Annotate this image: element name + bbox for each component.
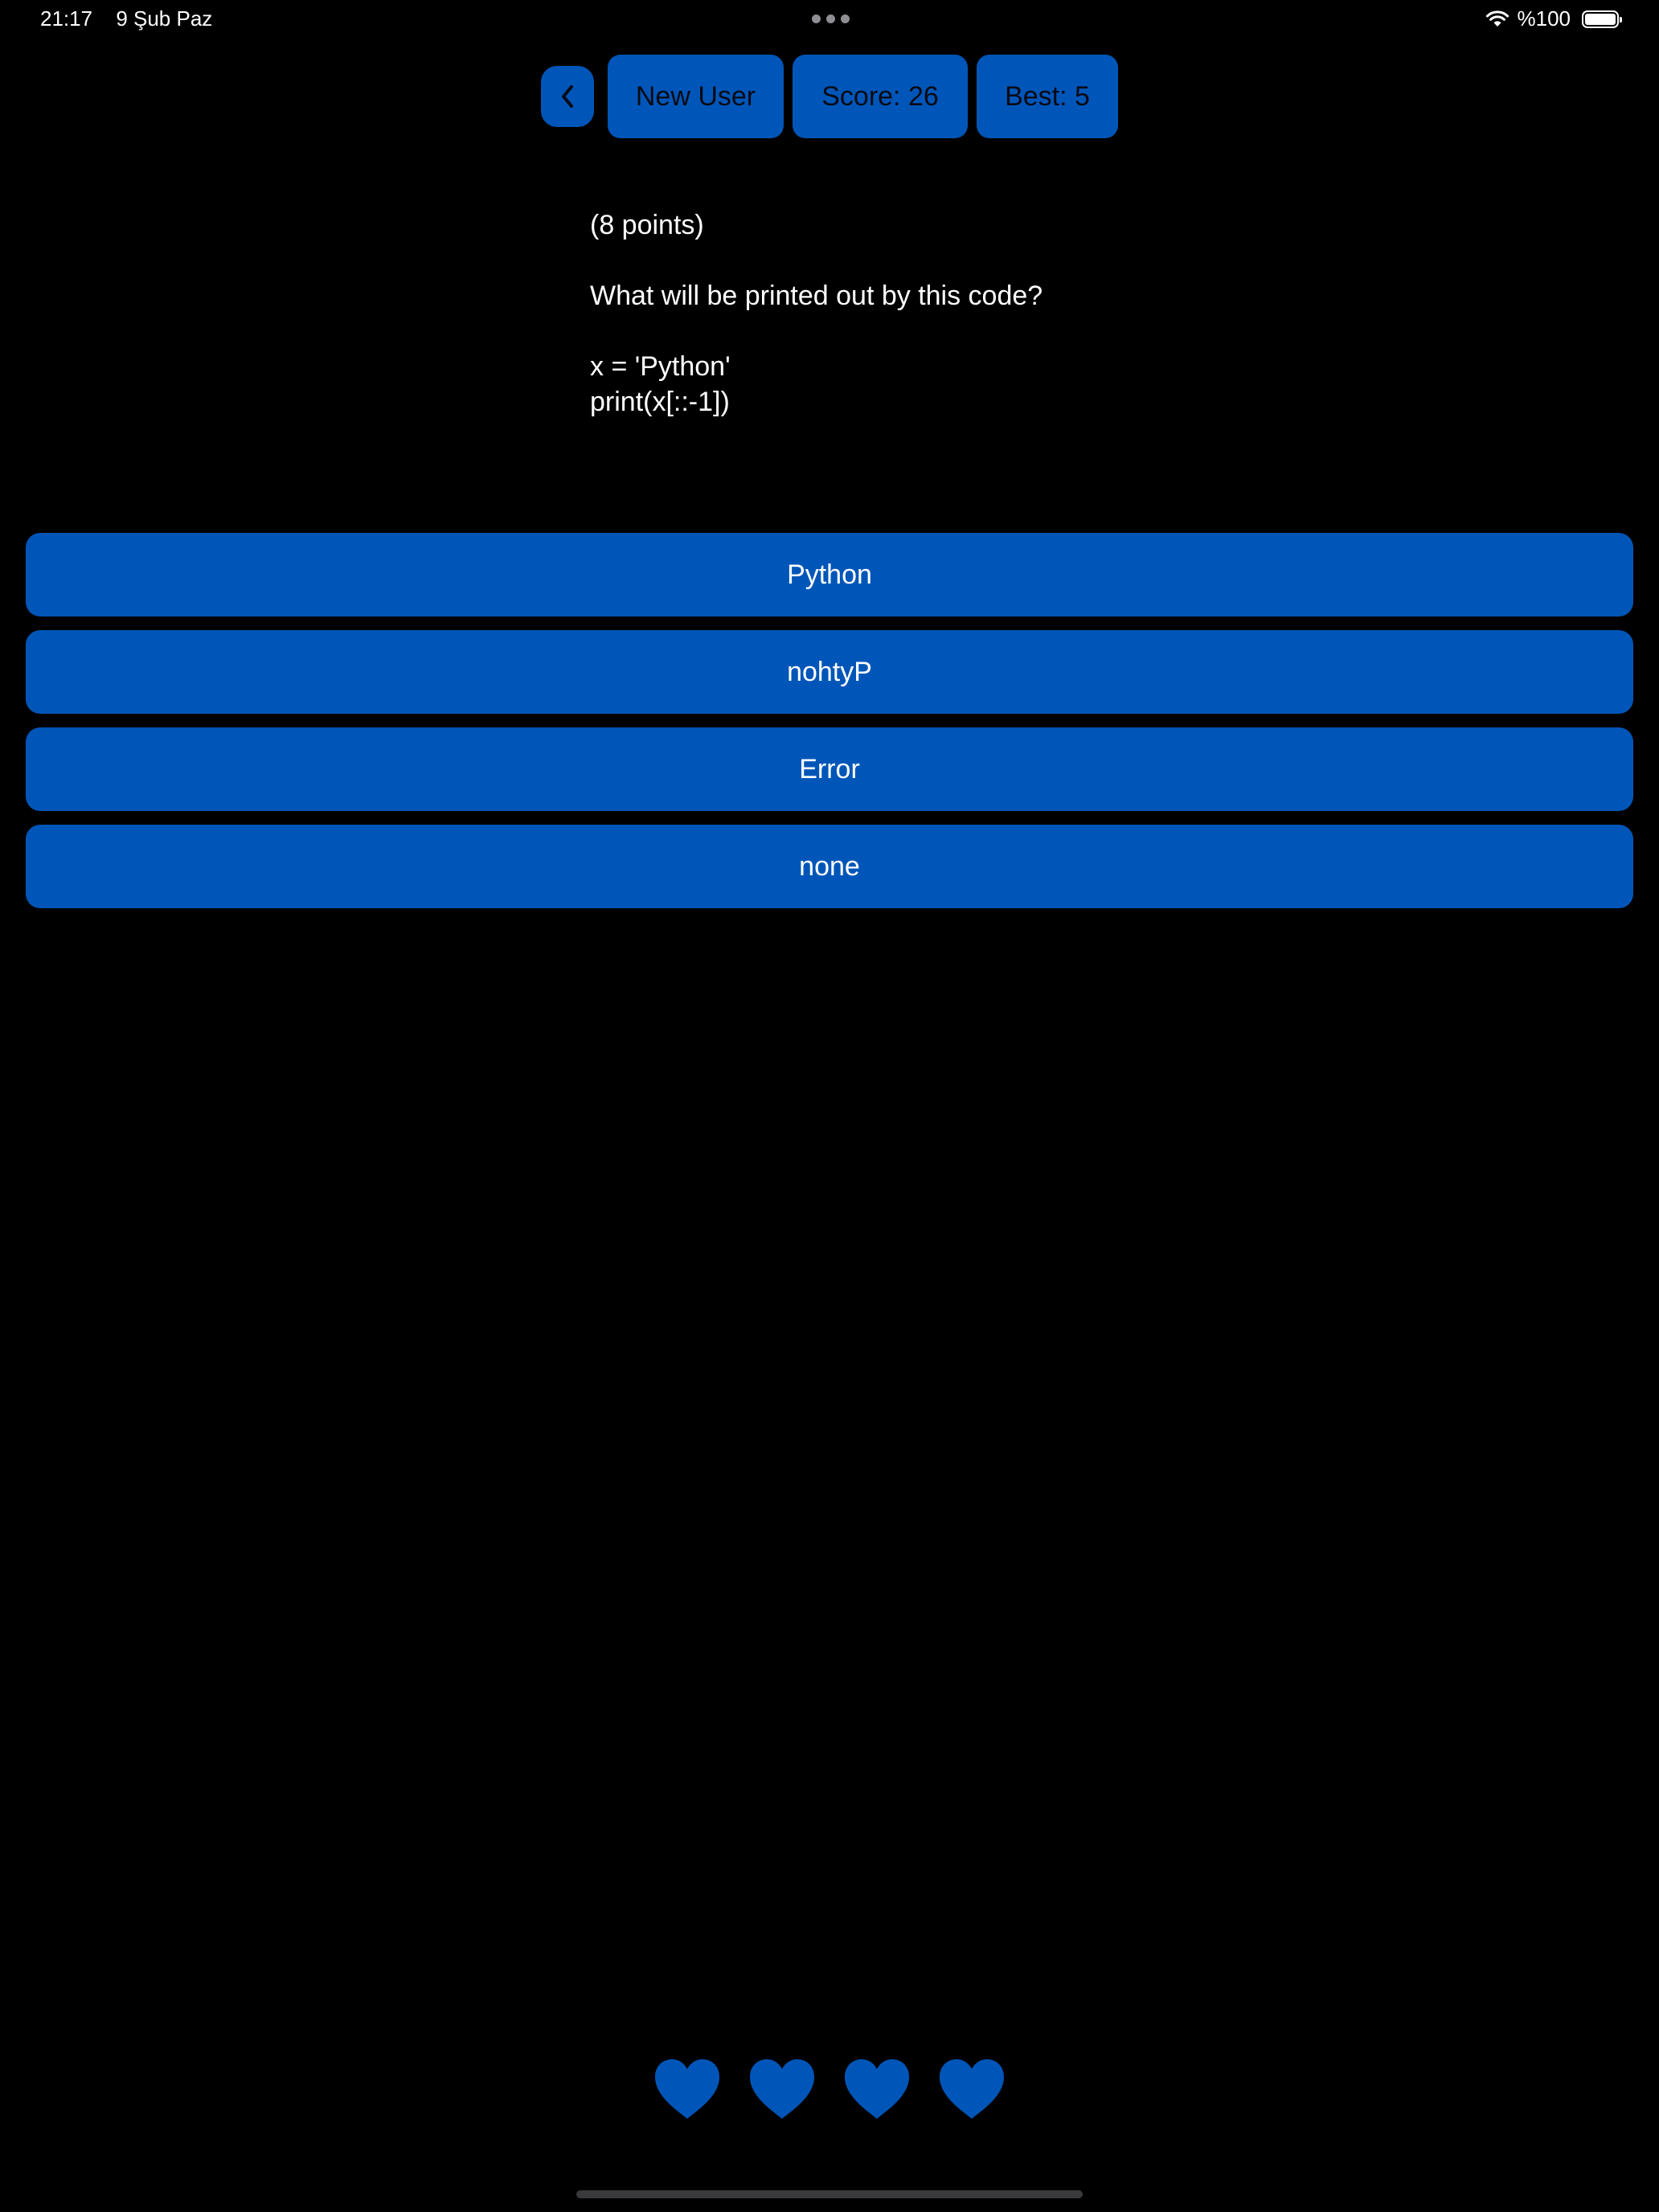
multitasking-dots[interactable]: [812, 14, 850, 23]
home-indicator[interactable]: [576, 2190, 1083, 2198]
best-score-badge[interactable]: Best: 5: [977, 55, 1118, 138]
battery-percent: %100: [1517, 6, 1571, 31]
status-bar-right: [1485, 6, 1620, 31]
dot: [826, 14, 835, 23]
battery-icon: [1582, 10, 1619, 28]
code-line: print(x[::-1]): [590, 387, 730, 417]
chevron-left-icon: [557, 83, 578, 110]
heart-icon: [843, 2058, 911, 2120]
heart-icon: [748, 2058, 816, 2120]
lives-row: [0, 2058, 1659, 2120]
code-line: x = 'Python': [590, 351, 731, 382]
dot: [812, 14, 821, 23]
status-time: 21:17: [40, 6, 93, 31]
answer-button-error[interactable]: Error: [26, 727, 1633, 811]
heart-icon: [938, 2058, 1006, 2120]
score-badge[interactable]: Score: 26: [793, 55, 968, 138]
status-date: 9 Şub Paz: [116, 6, 213, 31]
wifi-icon: [1485, 10, 1509, 28]
answer-button-nohtyp[interactable]: nohtyP: [26, 630, 1633, 714]
answer-button-none[interactable]: none: [26, 825, 1633, 908]
question-block: [590, 207, 1043, 420]
answer-button-python[interactable]: Python: [26, 533, 1633, 616]
battery-fill: [1585, 14, 1616, 25]
heart-icon: [653, 2058, 721, 2120]
question-prompt: What will be printed out by this code?: [590, 281, 1043, 311]
user-button[interactable]: New User: [608, 55, 784, 138]
dot: [841, 14, 850, 23]
back-button[interactable]: [541, 66, 594, 127]
question-points: (8 points): [590, 210, 704, 240]
status-bar-left: [40, 6, 230, 31]
answer-list: [26, 533, 1633, 922]
top-nav: [0, 55, 1659, 138]
